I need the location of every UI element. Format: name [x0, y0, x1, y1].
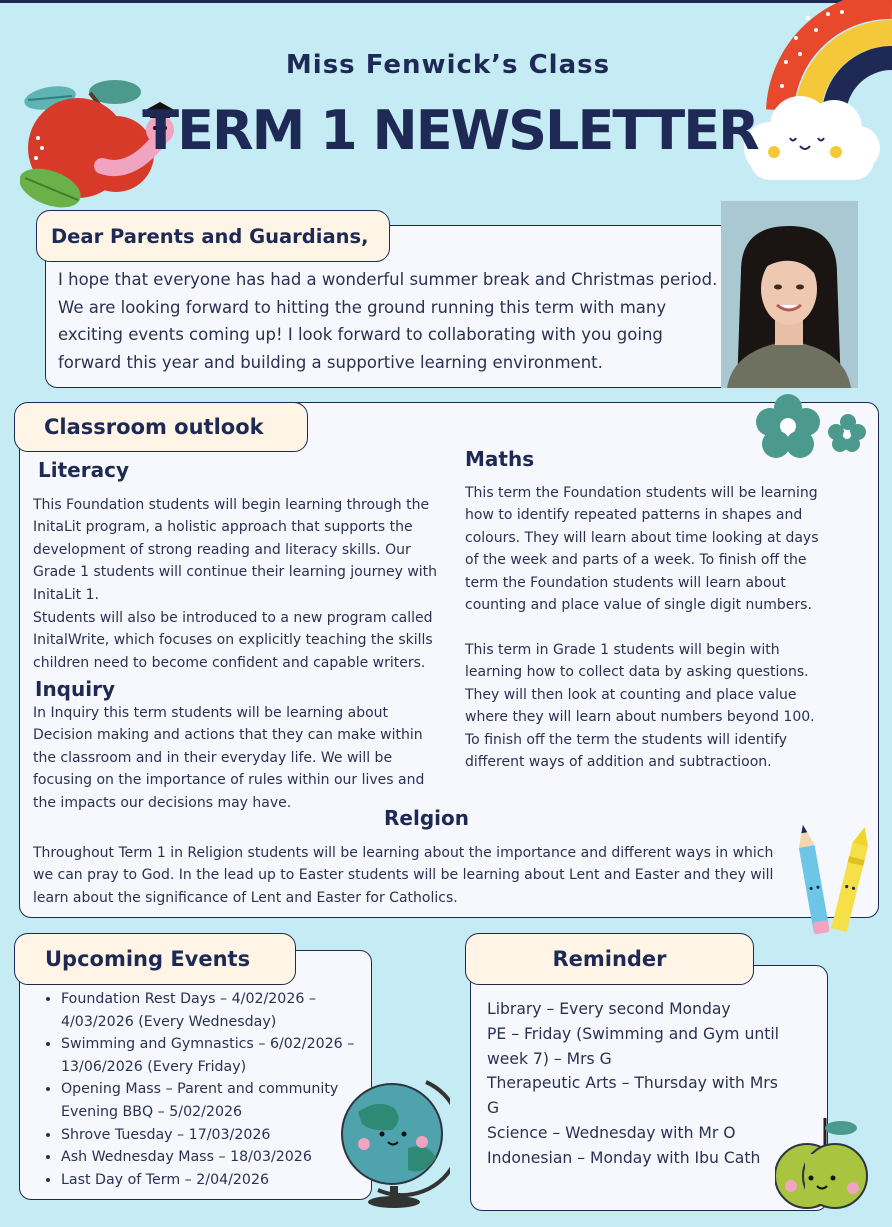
pencil-crayon-icon	[793, 822, 875, 942]
reminder-list	[487, 997, 787, 1171]
inquiry-title: Inquiry	[35, 677, 115, 701]
maths-title: Maths	[465, 447, 535, 471]
literacy-text-1: This Foundation students will begin learning through the InitaLit program, a holistic approach that supports the development of strong reading and literacy skills. Our Grade 1 students will continue their learning journey with InitaLit 1.	[33, 497, 438, 603]
list-item: • Shrove Tuesday – 17/03/2026	[61, 1124, 381, 1147]
religion-title: Relgion	[384, 806, 469, 830]
literacy-text-2: Students will also be introduced to a new program called InitalWrite, which focuses on explicitly teaching the skills children need to become confident and capable writers.	[33, 610, 433, 671]
class-name: Miss Fenwick’s Class	[285, 50, 611, 80]
events-heading	[14, 933, 296, 985]
list-item: • Ash Wednesday Mass – 18/03/2026	[61, 1146, 381, 1169]
religion-text: Throughout Term 1 in Religion students will be learning about the importance and different ways in which we can pray to God. In the lead up to Easter students will be learning about Lent and Easter and they will learn about the significance of Lent and Easter for Catholics.	[33, 845, 774, 906]
letter-heading	[36, 210, 390, 262]
events-heading-text: Upcoming Events	[45, 947, 251, 971]
inquiry-text: In Inquiry this term students will be learning about Decision making and actions that they can make within the classroom and in their everyday life. We will be focusing on the importance of rules within our lives and the impacts our decisions may have.	[33, 705, 425, 811]
list-item: Library – Every second Monday	[487, 1000, 731, 1018]
list-item: Therapeutic Arts – Thursday with Mrs G	[487, 1074, 778, 1118]
flower-icon	[752, 392, 870, 460]
reminder-heading	[465, 933, 754, 985]
letter-heading-text: Dear Parents and Guardians,	[51, 224, 369, 248]
list-item: • Last Day of Term – 2/04/2026	[61, 1169, 381, 1192]
maths-text-2: This term in Grade 1 students will begin with learning how to collect data by asking questions. They will then look at counting and place value where they will learn about numbers beyond 100. To finish off the term the students will identify different ways of addition and subtractioon.	[465, 642, 815, 771]
outlook-heading	[14, 402, 308, 452]
reminder-heading-text: Reminder	[552, 947, 667, 971]
list-item: • Opening Mass – Parent and community Evening BBQ – 5/02/2026	[61, 1078, 381, 1123]
list-item: • Foundation Rest Days – 4/02/2026 – 4/03/2026 (Every Wednesday)	[61, 988, 381, 1033]
teacher-photo	[721, 201, 858, 388]
list-item: Science – Wednesday with Mr O	[487, 1123, 736, 1142]
letter-body: I hope that everyone has had a wonderful summer break and Christmas period. We are looking forward to hitting the ground running this term with many exciting events coming up! I look forward to collaborating with you going forward this year and building a supportive learning environment.	[58, 270, 718, 372]
outlook-heading-text: Classroom outlook	[44, 415, 264, 439]
list-item: Indonesian – Monday with Ibu Cath	[487, 1148, 761, 1167]
maths-text-1: This term the Foundation students will be learning how to identify repeated patterns in shapes and colours. They will learn about time looking at days of the week and parts of a week. To finish off the term the Foundation students will learn about counting and place value of single digit numbers.	[465, 485, 819, 614]
page-title: TERM 1 NEWSLETTER	[142, 99, 758, 162]
globe-icon	[338, 1062, 450, 1210]
list-item: PE – Friday (Swimming and Gym until week 7) – Mrs G	[487, 1024, 780, 1068]
list-item: • Swimming and Gymnastics – 6/02/2026 – 13/06/2026 (Every Friday)	[61, 1033, 381, 1078]
literacy-title: Literacy	[38, 458, 129, 482]
green-apple-icon	[775, 1114, 871, 1214]
events-list	[33, 988, 381, 1191]
